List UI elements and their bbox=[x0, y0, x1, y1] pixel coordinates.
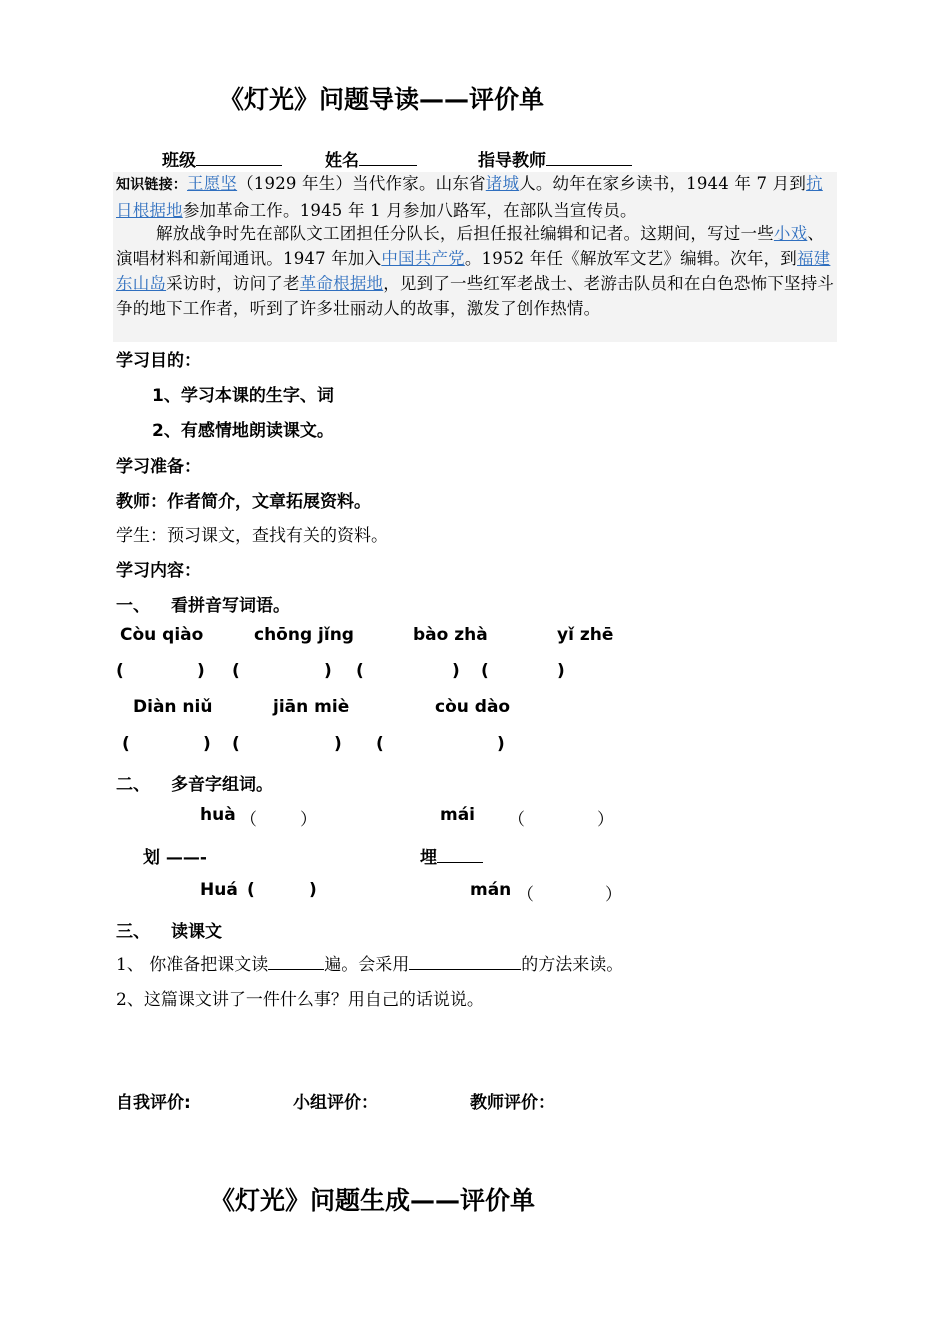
pinyin-couqiao: Còu qiào bbox=[120, 625, 204, 645]
hua4-paren-open: （ bbox=[240, 810, 257, 830]
section2-number: 二、 bbox=[116, 775, 150, 795]
name-label: 姓名 bbox=[325, 151, 359, 171]
knowledge-p1-link-0[interactable]: 王愿坚 bbox=[187, 174, 238, 193]
answer-paren-open-4: ( bbox=[481, 661, 489, 681]
class-blank bbox=[196, 149, 282, 166]
answer-paren-open-3: ( bbox=[356, 661, 364, 681]
knowledge-p2-text-0: 解放战争时先在部队文工团担任分队长，后担任报社编辑和记者。这期间，写过一些 bbox=[156, 224, 774, 243]
pinyin-man2: mán bbox=[470, 880, 512, 900]
class-label: 班级 bbox=[162, 151, 196, 171]
teacher-blank bbox=[546, 149, 632, 166]
name-field bbox=[325, 146, 417, 171]
teacher-evaluation: 教师评价： bbox=[470, 1093, 555, 1113]
answer-paren-close-3: ) bbox=[452, 661, 460, 681]
knowledge-p1-text-1: （1929 年生）当代作家。山东省 bbox=[237, 174, 486, 193]
knowledge-p2-text-8: ，见到了一些红军老战士、老游击队员和在白色恐怖下坚持斗争的地下工作者，听到了许多壮丽动人的故事，激发了创作热情。 bbox=[116, 274, 835, 318]
pinyin-hua4: huà bbox=[200, 805, 236, 825]
pinyin-dianniu: Diàn niǔ bbox=[133, 697, 213, 717]
pinyin-jianmie: jiān miè bbox=[273, 697, 350, 717]
hua4-paren-close: ） bbox=[300, 810, 317, 830]
teacher-field bbox=[478, 146, 632, 171]
teacher-label: 指导教师 bbox=[478, 151, 546, 171]
second-title: 《灯光》问题生成——评价单 bbox=[210, 1186, 536, 1215]
knowledge-label: 知识链接： bbox=[116, 177, 187, 193]
knowledge-p2-link-5[interactable]: 福建东山岛 bbox=[116, 249, 831, 293]
prep-heading: 学习准备： bbox=[116, 457, 201, 477]
hua2-paren-open: ( bbox=[247, 880, 255, 900]
answer-paren-close-4: ) bbox=[557, 661, 565, 681]
question-1-part-a: 1、 你准备把课文读 bbox=[116, 955, 269, 975]
pinyin-chongjing: chōng jǐng bbox=[254, 625, 354, 645]
section3-number: 三、 bbox=[116, 922, 150, 942]
answer-paren-close-2: ) bbox=[324, 661, 332, 681]
char-mai-text: 埋 bbox=[420, 848, 437, 868]
times-blank bbox=[268, 953, 324, 970]
knowledge-paragraph-2 bbox=[116, 221, 838, 321]
knowledge-paragraph-1 bbox=[116, 171, 838, 223]
mai2-paren-open: （ bbox=[508, 810, 525, 830]
question-1-part-c: 的方法来读。 bbox=[521, 955, 624, 975]
content-heading: 学习内容： bbox=[116, 561, 201, 581]
answer-paren-open-2: ( bbox=[232, 661, 240, 681]
section2-heading: 多音字组词。 bbox=[171, 775, 273, 795]
goal-item-1: 1、学习本课的生字、词 bbox=[152, 386, 334, 406]
pinyin-hua2: Huá bbox=[200, 880, 238, 900]
answer-paren-open-7: ( bbox=[376, 734, 384, 754]
question-1-part-b: 遍。会采用 bbox=[324, 955, 410, 975]
knowledge-p1-link-4[interactable]: 抗日根据地 bbox=[116, 174, 823, 220]
knowledge-p2-link-7[interactable]: 革命根据地 bbox=[299, 274, 384, 293]
pinyin-mai2: mái bbox=[440, 805, 476, 825]
answer-paren-close-6: ) bbox=[334, 734, 342, 754]
goals-heading: 学习目的： bbox=[116, 351, 201, 371]
goal-item-2: 2、有感情地朗读课文。 bbox=[152, 421, 334, 441]
pinyin-baozha: bào zhà bbox=[413, 625, 488, 645]
man2-paren-close: ） bbox=[605, 885, 622, 905]
char-hua-dash: ——- bbox=[165, 848, 207, 868]
knowledge-p1-text-3: 人。幼年在家乡读书，1944 年 7 月到 bbox=[519, 174, 807, 193]
char-hua bbox=[143, 843, 207, 868]
prep-teacher: 教师：作者简介，文章拓展资料。 bbox=[116, 492, 371, 512]
knowledge-p2-text-2: 、演唱材料和新闻通讯。1947 年加入 bbox=[116, 224, 825, 268]
page-title: 《灯光》问题导读——评价单 bbox=[219, 85, 545, 114]
knowledge-p2-text-6: 采访时，访问了老 bbox=[166, 274, 300, 293]
hua2-paren-close: ) bbox=[309, 880, 317, 900]
pinyin-yizhe: yǐ zhē bbox=[557, 625, 614, 645]
mai2-paren-close: ） bbox=[597, 810, 614, 830]
answer-paren-close-1: ) bbox=[197, 661, 205, 681]
mai-blank bbox=[437, 846, 483, 863]
self-evaluation: 自我评价: bbox=[116, 1093, 191, 1113]
knowledge-p1-link-2[interactable]: 诸城 bbox=[485, 174, 520, 193]
answer-paren-close-7: ) bbox=[497, 734, 505, 754]
knowledge-p2-link-1[interactable]: 小戏 bbox=[773, 224, 808, 243]
answer-paren-open-5: ( bbox=[122, 734, 130, 754]
section1-heading: 看拼音写词语。 bbox=[171, 596, 290, 616]
group-evaluation: 小组评价： bbox=[293, 1093, 378, 1113]
knowledge-p1-text-5: 参加革命工作。1945 年 1 月参加八路军，在部队当宣传员。 bbox=[182, 201, 637, 220]
answer-paren-close-5: ) bbox=[203, 734, 211, 754]
answer-paren-open-6: ( bbox=[232, 734, 240, 754]
pinyin-coudao: còu dào bbox=[435, 697, 511, 717]
question-2: 2、这篇课文讲了一件什么事？用自己的话说说。 bbox=[116, 990, 484, 1010]
question-1 bbox=[116, 950, 623, 975]
name-blank bbox=[359, 149, 417, 166]
char-hua-text: 划 bbox=[143, 848, 160, 868]
knowledge-p2-text-4: 。1952 年任《解放军文艺》编辑。次年，到 bbox=[464, 249, 797, 268]
class-field bbox=[162, 146, 282, 171]
section3-heading: 读课文 bbox=[171, 922, 222, 942]
man2-paren-open: （ bbox=[517, 885, 534, 905]
answer-paren-open-1: ( bbox=[116, 661, 124, 681]
section1-number: 一、 bbox=[116, 596, 150, 616]
method-blank bbox=[409, 953, 521, 970]
knowledge-p2-link-3[interactable]: 中国共产党 bbox=[381, 249, 465, 268]
char-mai bbox=[420, 843, 483, 868]
prep-student: 学生：预习课文，查找有关的资料。 bbox=[116, 526, 388, 546]
